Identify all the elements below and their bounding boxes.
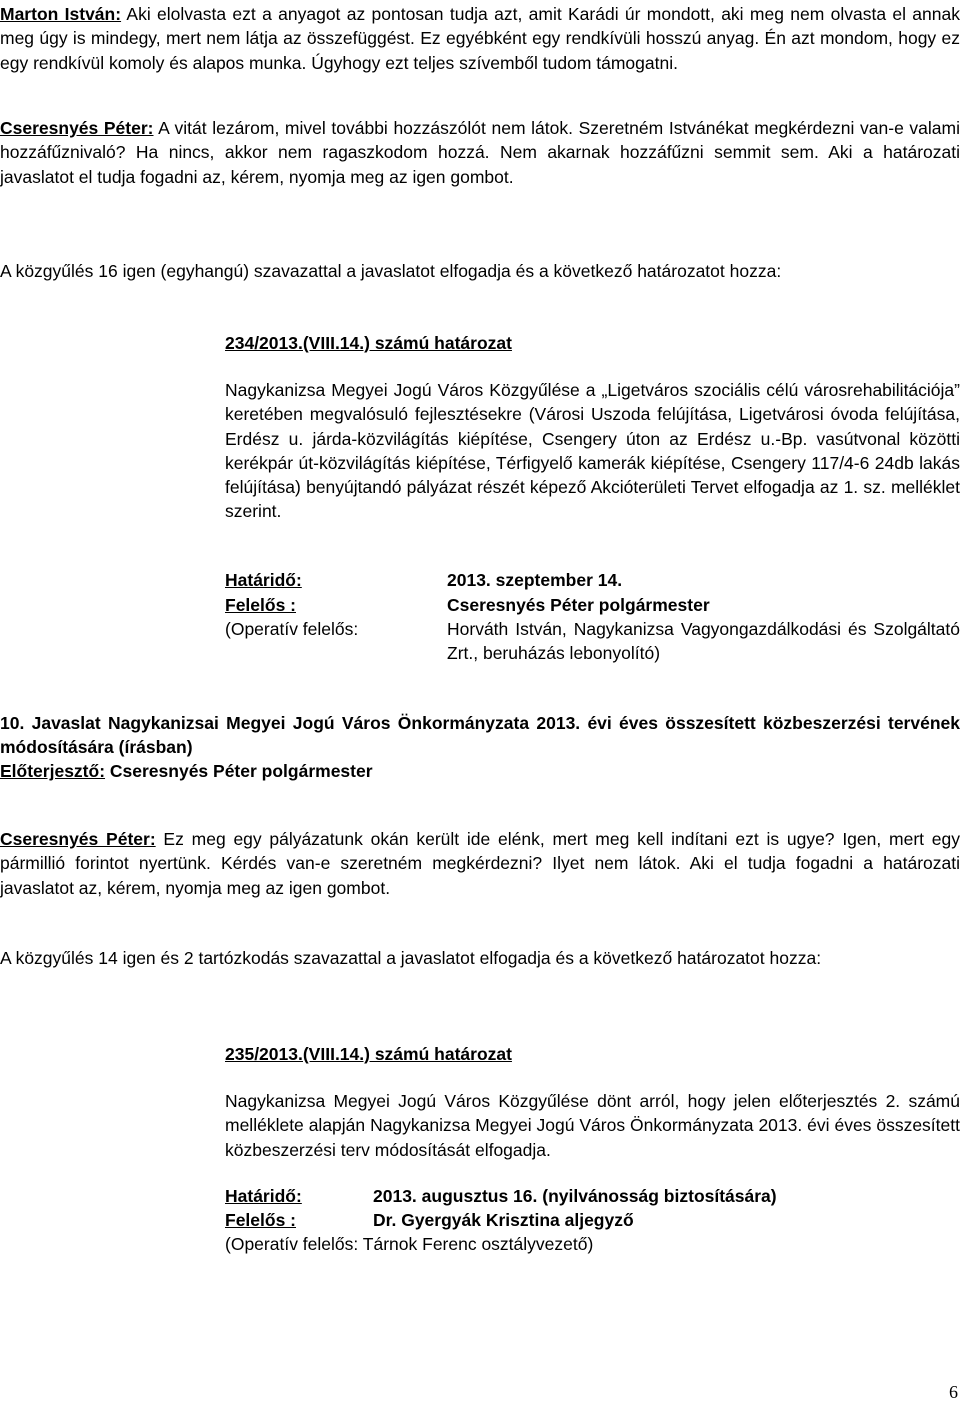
presenter-label: Előterjesztő:	[0, 761, 106, 781]
deadline-value: 2013. szeptember 14.	[447, 570, 623, 590]
responsible-value: Dr. Gyergyák Krisztina aljegyző	[373, 1210, 634, 1230]
speaker-name: Cseresnyés Péter:	[0, 829, 156, 849]
resolution-title: 235/2013.(VIII.14.) számú határozat	[225, 1044, 512, 1064]
paragraph-text: A vitát lezárom, mivel további hozzászólót nem látok. Szeretném Istvánékat megkérdezni van-e valami hozzáfűznivaló? Ha nincs, akkor nem ragaszkodom hozzá. Nem akarnak hozzáfűzni semmit sem. Aki a határozati javaslatot el tudja fogadni az, kérem, nyomja meg az igen gombot.	[0, 118, 960, 187]
operative-label: (Operatív felelős:	[225, 619, 359, 639]
paragraph-text: Aki elolvasta ezt a anyagot az pontosan tudja azt, amit Karádi úr mondott, aki meg nem olvasta el annak meg úgy is mindegy, mert nem látja az összefüggést. Ez egyébként egy rendkívüli hosszú anyag. Én azt mondom, hogy ez egy rendkívül komoly és alapos munka. Úgyhogy ezt teljes szívemből tudom támogatni.	[0, 4, 960, 73]
operative-value: Horváth István, Nagykanizsa Vagyongazdálkodási és Szolgáltató Zrt., beruházás lebonyolító)	[447, 619, 960, 663]
speaker-name: Marton István:	[0, 4, 122, 24]
presenter-value: Cseresnyés Péter polgármester	[105, 761, 373, 781]
vote-result-2: A közgyűlés 14 igen és 2 tartózkodás szavazattal a javaslatot elfogadja és a következő határozatot hozza:	[0, 948, 822, 968]
responsible-label: Felelős :	[225, 595, 296, 615]
operative-row	[225, 617, 960, 667]
presenter-line	[0, 759, 960, 783]
resolution-body: Nagykanizsa Megyei Jogú Város Közgyűlése dönt arról, hogy jelen előterjesztés 2. számú melléklete alapján Nagykanizsa Megyei Jogú Város Önkormányzata 2013. évi éves összesített közbeszerzési terv módosítását elfogadja.	[225, 1091, 960, 1160]
deadline-label: Határidő:	[225, 1186, 302, 1206]
operative-text: (Operatív felelős: Tárnok Ferenc osztályvezető)	[225, 1234, 594, 1254]
paragraph-cseresnyes-1	[0, 116, 960, 189]
page-number: 6	[949, 1382, 958, 1402]
paragraph-cseresnyes-2	[0, 827, 960, 900]
resolution-title: 234/2013.(VIII.14.) számú határozat	[225, 333, 512, 353]
speaker-name: Cseresnyés Péter:	[0, 118, 154, 138]
deadline-label: Határidő:	[225, 570, 302, 590]
agenda-item-heading: 10. Javaslat Nagykanizsai Megyei Jogú Város Önkormányzata 2013. évi éves összesített közbeszerzési tervének módosítására (írásban)	[0, 713, 960, 757]
resolution-body: Nagykanizsa Megyei Jogú Város Közgyűlése a „Ligetváros szociális célú városrehabilitációja” keretében megvalósuló fejlesztésekre (Városi Uszoda felújítása, Ligetvárosi óvoda felújítása, Erdész u. járda-közvilágítás kiépítése, Csengery úton az Erdész u.-Bp. vasútvonal közötti kerékpár út-közvilágítás kiépítése, Térfigyelő kamerák kiépítése, Csengery 117/4-6 24db lakás felújítása) benyújtandó pályázat részét képező Akcióterületi Tervet elfogadja az 1. sz. melléklet szerint.	[225, 380, 960, 522]
paragraph-marton	[0, 2, 960, 75]
deadline-value: 2013. augusztus 16. (nyilvánosság biztosítására)	[373, 1186, 777, 1206]
vote-result-1: A közgyűlés 16 igen (egyhangú) szavazattal a javaslatot elfogadja és a következő határozatot hozza:	[0, 261, 782, 281]
paragraph-text: Ez meg egy pályázatunk okán került ide elénk, mert meg kell indítani ezt is ugye? Igen, mert egy pármillió forintot nyertünk. Kérdés van-e szeretném megkérdezni? Ilyet nem látok. Aki el tudja fogadni a határozati javaslatot az, kérem, nyomja meg az igen gombot.	[0, 829, 960, 898]
responsible-value: Cseresnyés Péter polgármester	[447, 595, 710, 615]
responsible-label: Felelős :	[225, 1210, 296, 1230]
